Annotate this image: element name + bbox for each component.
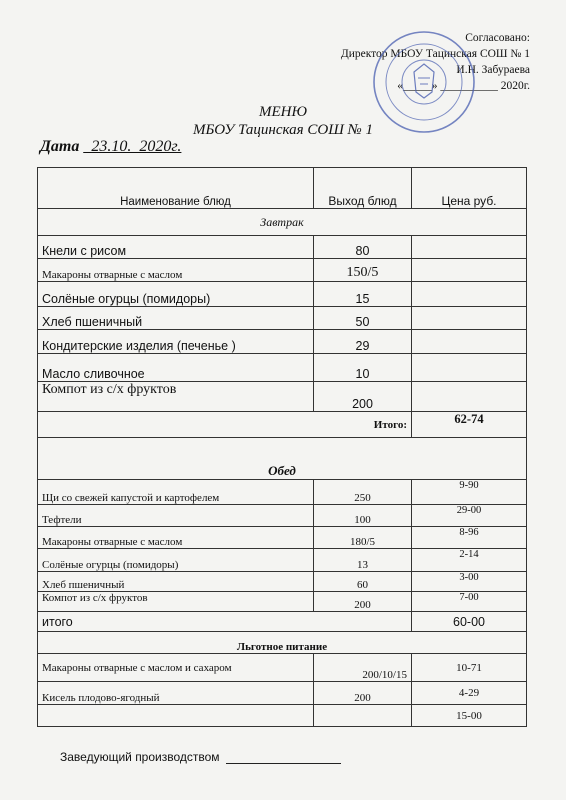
dish-price: 2-14	[412, 549, 527, 572]
dish-price: 9-90	[412, 480, 527, 505]
dish-yield: 250	[314, 480, 412, 505]
dish-price	[412, 330, 527, 354]
dish-yield: 15	[314, 282, 412, 307]
table-row	[38, 654, 527, 682]
table-row	[38, 282, 527, 307]
header-price: Цена руб.	[412, 168, 527, 209]
table-row	[38, 480, 527, 505]
lunch-section-title: Обед	[38, 438, 527, 480]
lunch-total-row	[38, 612, 527, 632]
dish-price: 4-29	[412, 682, 527, 705]
table-row	[38, 505, 527, 527]
dish-price	[412, 382, 527, 412]
dish-name: Хлеб пшеничный	[38, 307, 314, 330]
header-dish-name: Наименование блюд	[38, 168, 314, 209]
dish-name: Компот из с/х фруктов	[38, 382, 314, 412]
table-row	[38, 236, 527, 259]
dish-price: 7-00	[412, 592, 527, 612]
page-title	[0, 103, 566, 139]
dish-price	[412, 236, 527, 259]
dish-price: 29-00	[412, 505, 527, 527]
dish-name: Макароны отварные с маслом	[38, 259, 314, 282]
table-row	[38, 259, 527, 282]
preferential-total-row	[38, 705, 527, 727]
dish-yield: 60	[314, 572, 412, 592]
dish-name: Щи со свежей капустой и картофелем	[38, 480, 314, 505]
table-row	[38, 382, 527, 412]
dish-price	[412, 307, 527, 330]
dish-yield: 180/5	[314, 527, 412, 549]
footer-label: Заведующий производством	[60, 750, 220, 764]
header-yield: Выход блюд	[314, 168, 412, 209]
total-value: 62-74	[412, 412, 527, 438]
dish-yield: 200	[314, 682, 412, 705]
table-row	[38, 354, 527, 382]
dish-name: Хлеб пшеничный	[38, 572, 314, 592]
breakfast-total-row	[38, 412, 527, 438]
dish-yield: 13	[314, 549, 412, 572]
dish-price: 10-71	[412, 654, 527, 682]
dish-yield: 29	[314, 330, 412, 354]
footer-signature	[60, 750, 341, 764]
dish-price	[412, 259, 527, 282]
dish-name: Тефтели	[38, 505, 314, 527]
table-row	[38, 572, 527, 592]
approval-director: Директор МБОУ Тацинская СОШ № 1	[340, 48, 530, 60]
dish-name: Солёные огурцы (помидоры)	[38, 282, 314, 307]
dish-price	[412, 282, 527, 307]
table-row	[38, 682, 527, 705]
title-menu: МЕНЮ	[259, 104, 307, 120]
dish-name: Солёные огурцы (помидоры)	[38, 549, 314, 572]
breakfast-section-title: Завтрак	[38, 209, 527, 236]
title-school: МБОУ Тацинская СОШ № 1	[192, 122, 374, 138]
preferential-section-title: Льготное питание	[38, 632, 527, 654]
approval-name: И.Н. Забураева	[456, 64, 530, 76]
table-row	[38, 307, 527, 330]
total-value: 15-00	[412, 705, 527, 727]
dish-yield: 200/10/15	[314, 654, 412, 682]
dish-name: Компот из с/х фруктов	[38, 592, 314, 612]
dish-name: Кнели с рисом	[38, 236, 314, 259]
dish-yield: 10	[314, 354, 412, 382]
dish-name: Кисель плодово-ягодный	[38, 682, 314, 705]
date-label: Дата	[40, 138, 80, 155]
dish-yield: 100	[314, 505, 412, 527]
table-row	[38, 527, 527, 549]
dish-yield: 150/5	[314, 259, 412, 282]
dish-name: Кондитерские изделия (печенье )	[38, 330, 314, 354]
dish-yield: 50	[314, 307, 412, 330]
menu-table	[37, 167, 527, 727]
dish-yield: 200	[314, 592, 412, 612]
approval-heading: Согласовано:	[465, 32, 530, 44]
total-value: 60-00	[412, 612, 527, 632]
signature-line	[226, 751, 341, 764]
dish-price	[412, 354, 527, 382]
total-label: итого	[38, 612, 412, 632]
dish-yield: 200	[314, 382, 412, 412]
menu-date	[40, 138, 181, 156]
dish-name: Макароны отварные с маслом	[38, 527, 314, 549]
table-row	[38, 330, 527, 354]
approval-date: «_____» __________ 2020г.	[397, 80, 530, 92]
dish-price: 8-96	[412, 527, 527, 549]
dish-name: Масло сливочное	[38, 354, 314, 382]
dish-yield: 80	[314, 236, 412, 259]
dish-name: Макароны отварные с маслом и сахаром	[38, 654, 314, 682]
table-row	[38, 549, 527, 572]
total-label: Итого:	[38, 412, 412, 438]
table-header	[38, 168, 527, 209]
dish-price: 3-00	[412, 572, 527, 592]
table-row	[38, 592, 527, 612]
date-value: _23.10._2020г.	[83, 138, 182, 155]
